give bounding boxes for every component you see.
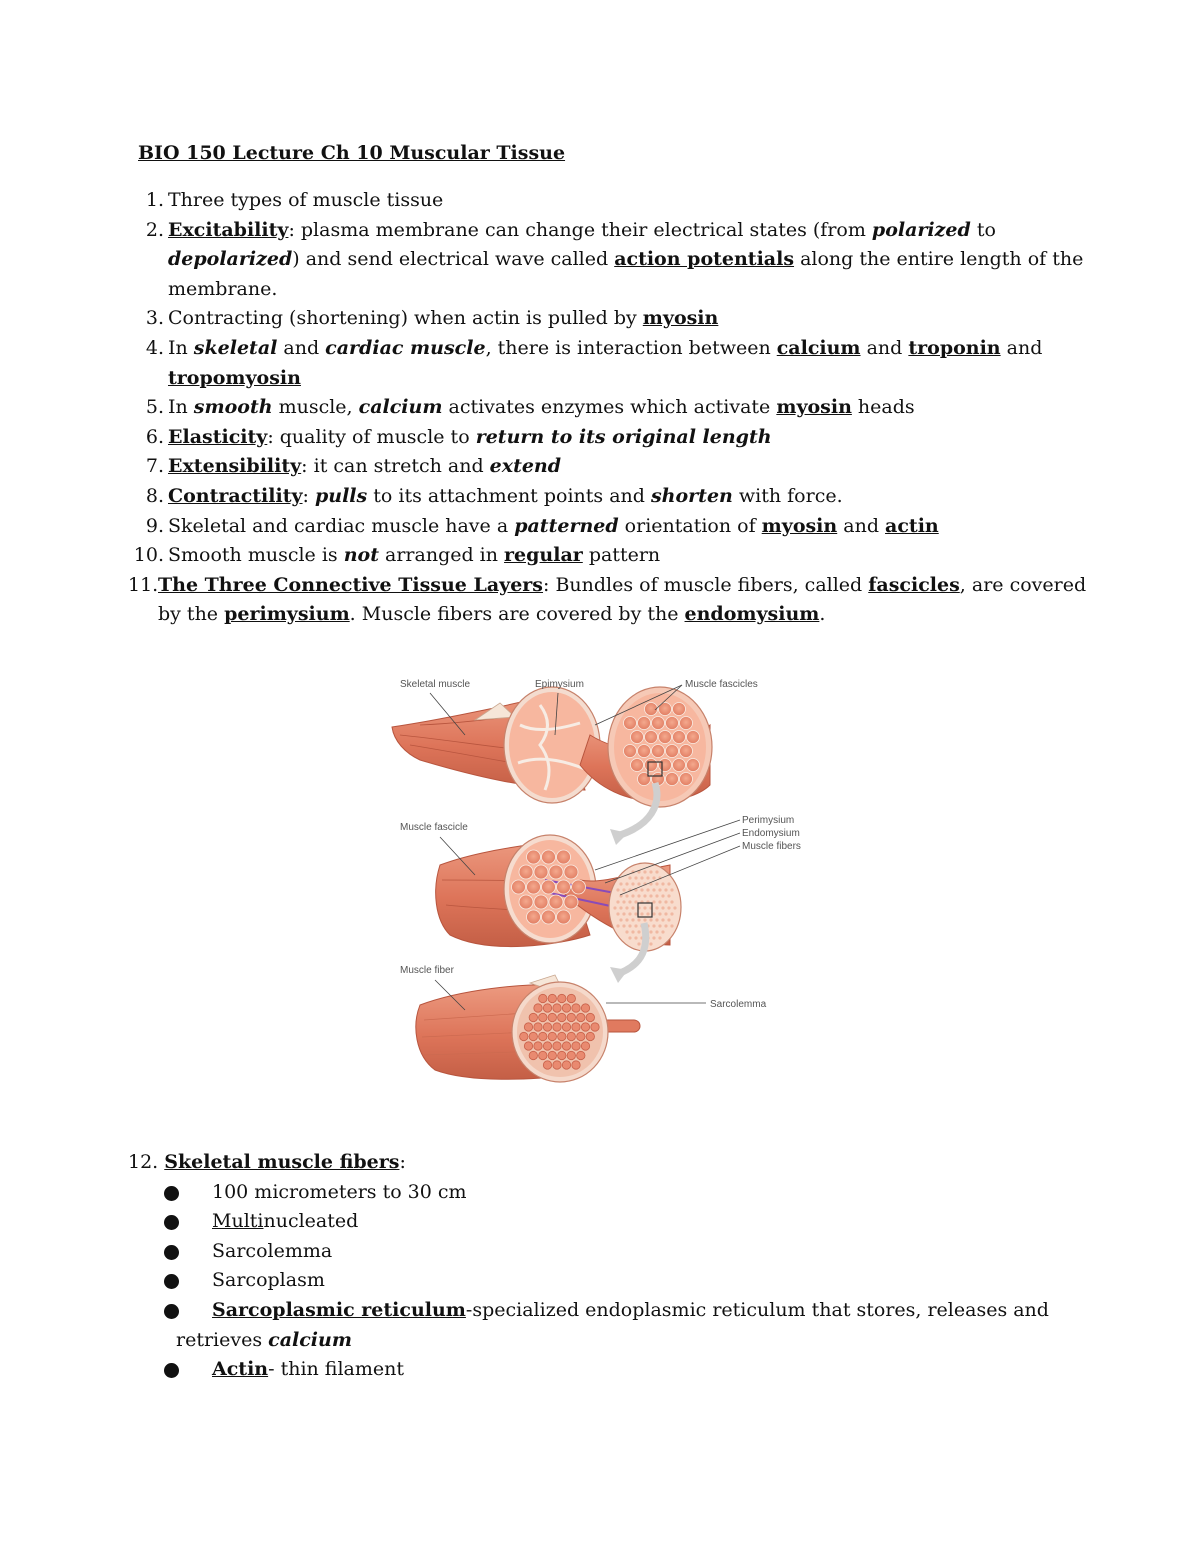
cell-mark bbox=[619, 918, 623, 922]
cell-mark bbox=[524, 1042, 532, 1050]
cell-mark bbox=[659, 731, 672, 744]
cell-mark bbox=[534, 1023, 542, 1031]
cell-mark bbox=[637, 918, 641, 922]
cell-mark bbox=[655, 870, 659, 874]
cell-mark bbox=[539, 1013, 547, 1021]
cell-mark bbox=[553, 1061, 561, 1069]
cell-mark bbox=[637, 942, 641, 946]
bullet-icon bbox=[164, 1274, 179, 1289]
cell-mark bbox=[534, 1004, 542, 1012]
label-skeletal-muscle: Skeletal muscle bbox=[400, 679, 471, 690]
cell-mark bbox=[628, 876, 632, 880]
cell-mark bbox=[548, 994, 556, 1002]
cell-mark bbox=[645, 759, 658, 772]
cell-mark bbox=[581, 1042, 589, 1050]
term: tropomyosin bbox=[168, 366, 301, 389]
cell-mark bbox=[640, 888, 644, 892]
emphasis: patterned bbox=[514, 514, 619, 537]
cell-mark bbox=[512, 880, 526, 894]
item-text: with force. bbox=[732, 484, 843, 507]
item-text: to bbox=[970, 218, 996, 241]
list-number: 9. bbox=[145, 514, 164, 537]
cell-mark bbox=[631, 906, 635, 910]
item-text: : it can stretch and bbox=[301, 455, 490, 478]
label-muscle-fascicle: Muscle fascicle bbox=[400, 822, 468, 833]
cell-mark bbox=[557, 910, 571, 924]
muscle-anatomy-figure bbox=[380, 665, 820, 1105]
emphasis: polarized bbox=[871, 218, 971, 241]
cell-mark bbox=[591, 1023, 599, 1031]
cell-mark bbox=[658, 924, 662, 928]
cell-mark bbox=[534, 1042, 542, 1050]
cell-mark bbox=[640, 876, 644, 880]
cell-mark bbox=[619, 906, 623, 910]
cell-mark bbox=[534, 895, 548, 909]
item-text: ) and send electrical wave called bbox=[292, 248, 615, 271]
cell-mark bbox=[577, 1051, 585, 1059]
cell-mark bbox=[643, 918, 647, 922]
cell-mark bbox=[519, 895, 533, 909]
section-heading bbox=[128, 1148, 1088, 1178]
item-text: Three types of muscle tissue bbox=[168, 189, 444, 211]
cell-mark bbox=[622, 900, 626, 904]
cell-mark bbox=[529, 1013, 537, 1021]
cell-mark bbox=[549, 895, 563, 909]
cell-mark bbox=[625, 906, 629, 910]
emphasis: calcium bbox=[358, 396, 443, 419]
cell-mark bbox=[634, 876, 638, 880]
term: regular bbox=[504, 544, 583, 567]
cell-mark bbox=[680, 745, 693, 758]
cell-mark bbox=[628, 900, 632, 904]
cell-mark bbox=[542, 910, 556, 924]
cell-mark bbox=[637, 882, 641, 886]
cell-mark bbox=[558, 1013, 566, 1021]
cell-mark bbox=[562, 1042, 570, 1050]
section-12 bbox=[128, 1148, 1088, 1385]
cell-mark bbox=[664, 924, 668, 928]
list-number: 12. bbox=[128, 1151, 159, 1173]
cell-mark bbox=[664, 912, 668, 916]
cell-mark bbox=[649, 930, 653, 934]
cell-mark bbox=[646, 888, 650, 892]
bullet-item bbox=[128, 1266, 1088, 1296]
cell-mark bbox=[567, 994, 575, 1002]
label-perimysium: Perimysium bbox=[742, 815, 795, 826]
list-item bbox=[100, 186, 1100, 216]
cell-mark bbox=[631, 759, 644, 772]
item-text: and bbox=[860, 336, 909, 359]
cell-mark bbox=[667, 918, 671, 922]
cell-mark bbox=[661, 918, 665, 922]
item-text: : Bundles of muscle fibers, called bbox=[543, 573, 869, 596]
cell-mark bbox=[666, 745, 679, 758]
cell-mark bbox=[659, 759, 672, 772]
cell-mark bbox=[581, 1023, 589, 1031]
item-text: -specialized endoplasmic reticulum that stores, releases and retrieves bbox=[176, 1298, 1049, 1351]
item-text: Sarcoplasm bbox=[212, 1269, 325, 1292]
cell-mark bbox=[652, 936, 656, 940]
emphasis: skeletal bbox=[193, 336, 278, 359]
cell-mark bbox=[687, 731, 700, 744]
bullet-icon bbox=[164, 1215, 179, 1230]
cell-mark bbox=[673, 731, 686, 744]
item-text: In bbox=[168, 396, 194, 419]
cell-mark bbox=[542, 880, 556, 894]
bullet-item bbox=[128, 1237, 1088, 1267]
list-item bbox=[100, 393, 1100, 423]
cell-mark bbox=[645, 731, 658, 744]
cell-mark bbox=[666, 773, 679, 786]
cell-mark bbox=[670, 888, 674, 892]
emphasis: smooth bbox=[193, 396, 273, 419]
cell-mark bbox=[667, 882, 671, 886]
term: perimysium bbox=[224, 603, 350, 626]
list-number: 8. bbox=[145, 484, 164, 507]
cell-mark bbox=[658, 912, 662, 916]
cell-mark bbox=[548, 1051, 556, 1059]
bullet-item bbox=[128, 1207, 1088, 1237]
emphasis: depolarized bbox=[168, 248, 293, 271]
cell-mark bbox=[558, 1051, 566, 1059]
cell-mark bbox=[543, 1023, 551, 1031]
cell-mark bbox=[529, 1051, 537, 1059]
cell-mark bbox=[527, 850, 541, 864]
term: Contractility bbox=[168, 484, 303, 507]
cell-mark bbox=[637, 894, 641, 898]
cell-mark bbox=[652, 876, 656, 880]
cell-mark bbox=[680, 773, 693, 786]
list-number: 3. bbox=[145, 307, 164, 330]
term: myosin bbox=[776, 396, 852, 419]
cell-mark bbox=[534, 865, 548, 879]
term: myosin bbox=[642, 307, 719, 330]
cell-mark bbox=[539, 994, 547, 1002]
term: Sarcoplasmic reticulum bbox=[212, 1298, 466, 1321]
cell-mark bbox=[558, 994, 566, 1002]
item-text: arranged in bbox=[378, 544, 505, 567]
term: action potentials bbox=[614, 248, 795, 271]
bullet-item bbox=[128, 1355, 1088, 1385]
cell-mark bbox=[622, 912, 626, 916]
cell-mark bbox=[667, 906, 671, 910]
cell-mark bbox=[524, 1023, 532, 1031]
list-item bbox=[100, 216, 1100, 305]
emphasis: shorten bbox=[650, 484, 733, 507]
list-item bbox=[100, 452, 1100, 482]
list-item bbox=[100, 571, 1100, 630]
cell-mark bbox=[664, 900, 668, 904]
cell-mark bbox=[616, 912, 620, 916]
list-number: 2. bbox=[145, 218, 164, 241]
list-item bbox=[100, 423, 1100, 453]
cell-mark bbox=[562, 1004, 570, 1012]
cell-mark bbox=[572, 1023, 580, 1031]
item-text: , are covered by the bbox=[158, 573, 1087, 626]
list-number: 10. bbox=[133, 544, 164, 567]
bullet-icon bbox=[164, 1245, 179, 1260]
cell-mark bbox=[661, 894, 665, 898]
cell-mark bbox=[543, 1004, 551, 1012]
cell-mark bbox=[572, 880, 586, 894]
cell-mark bbox=[577, 1032, 585, 1040]
cell-mark bbox=[658, 888, 662, 892]
cell-mark bbox=[548, 1032, 556, 1040]
page-title: BIO 150 Lecture Ch 10 Muscular Tissue bbox=[138, 142, 566, 164]
cell-mark bbox=[649, 942, 653, 946]
term: Actin bbox=[212, 1358, 269, 1381]
cell-mark bbox=[562, 1061, 570, 1069]
emphasis: return to its original length bbox=[475, 425, 772, 448]
list-item bbox=[100, 482, 1100, 512]
bullet-item bbox=[128, 1178, 1088, 1208]
term: fascicles bbox=[868, 573, 960, 596]
cell-mark bbox=[655, 882, 659, 886]
item-text: 100 micrometers to 30 cm bbox=[212, 1180, 467, 1203]
cell-mark bbox=[643, 870, 647, 874]
cell-mark bbox=[625, 930, 629, 934]
term: endomysium bbox=[684, 603, 820, 626]
cell-mark bbox=[670, 900, 674, 904]
term: calcium bbox=[776, 336, 861, 359]
cell-mark bbox=[670, 912, 674, 916]
cell-mark bbox=[625, 882, 629, 886]
cell-mark bbox=[631, 882, 635, 886]
cell-mark bbox=[567, 1032, 575, 1040]
cell-mark bbox=[667, 894, 671, 898]
term: The Three Connective Tissue Layers bbox=[158, 573, 544, 596]
cell-mark bbox=[624, 717, 637, 730]
cell-mark bbox=[619, 882, 623, 886]
cell-mark bbox=[658, 900, 662, 904]
cell-mark bbox=[625, 918, 629, 922]
cell-mark bbox=[646, 876, 650, 880]
emphasis: calcium bbox=[268, 1328, 352, 1351]
cell-mark bbox=[613, 906, 617, 910]
label-muscle-fiber: Muscle fiber bbox=[400, 965, 454, 976]
cell-mark bbox=[652, 745, 665, 758]
item-text: and bbox=[837, 514, 886, 537]
item-text: : bbox=[302, 484, 315, 507]
item-text: Smooth muscle is bbox=[168, 544, 344, 567]
numbered-list bbox=[100, 186, 1100, 630]
item-text: orientation of bbox=[618, 514, 762, 537]
cell-mark bbox=[553, 1023, 561, 1031]
item-text: activates enzymes which activate bbox=[442, 396, 777, 419]
cell-mark bbox=[661, 882, 665, 886]
list-number: 11. bbox=[128, 573, 159, 596]
cell-mark bbox=[634, 924, 638, 928]
label-epimysium: Epimysium bbox=[535, 679, 584, 690]
cell-mark bbox=[519, 865, 533, 879]
cell-mark bbox=[655, 894, 659, 898]
item-text: . bbox=[819, 603, 826, 626]
list-item bbox=[100, 334, 1100, 393]
cell-mark bbox=[564, 895, 578, 909]
cell-mark bbox=[539, 1051, 547, 1059]
term: actin bbox=[885, 514, 939, 537]
cell-mark bbox=[655, 918, 659, 922]
cell-mark bbox=[572, 1004, 580, 1012]
item-text: along the entire length of the membrane. bbox=[168, 248, 1084, 300]
cell-mark bbox=[622, 888, 626, 892]
item-text: to its attachment points and bbox=[367, 484, 651, 507]
cell-mark bbox=[637, 930, 641, 934]
cell-mark bbox=[673, 906, 677, 910]
cell-mark bbox=[562, 1023, 570, 1031]
list-number: 6. bbox=[145, 425, 164, 448]
cell-mark bbox=[616, 888, 620, 892]
term: troponin bbox=[908, 336, 1001, 359]
list-number: 1. bbox=[145, 189, 164, 211]
cell-mark bbox=[631, 918, 635, 922]
label-muscle-fibers: Muscle fibers bbox=[742, 841, 801, 852]
cell-mark bbox=[673, 759, 686, 772]
item-text: Contracting (shortening) when actin is pulled by bbox=[168, 307, 643, 330]
cell-mark bbox=[567, 1051, 575, 1059]
cell-mark bbox=[553, 1042, 561, 1050]
cell-mark bbox=[548, 1013, 556, 1021]
term: myosin bbox=[761, 514, 838, 537]
cell-mark bbox=[539, 1032, 547, 1040]
cell-mark bbox=[631, 930, 635, 934]
leader-line bbox=[595, 820, 740, 870]
cell-mark bbox=[553, 1004, 561, 1012]
cell-mark bbox=[558, 1032, 566, 1040]
cell-mark bbox=[628, 936, 632, 940]
cell-mark bbox=[649, 894, 653, 898]
cell-mark bbox=[577, 1013, 585, 1021]
term: Multi bbox=[212, 1210, 264, 1233]
cell-mark bbox=[616, 924, 620, 928]
cell-mark bbox=[543, 1042, 551, 1050]
cell-mark bbox=[680, 717, 693, 730]
cell-mark bbox=[628, 912, 632, 916]
item-text: In bbox=[168, 336, 194, 359]
cell-mark bbox=[628, 924, 632, 928]
cell-mark bbox=[557, 880, 571, 894]
cell-mark bbox=[664, 888, 668, 892]
item-text: , there is interaction between bbox=[485, 336, 777, 359]
list-number: 7. bbox=[145, 455, 164, 478]
cell-mark bbox=[572, 1042, 580, 1050]
cell-mark bbox=[581, 1004, 589, 1012]
cell-mark bbox=[673, 703, 686, 716]
item-text: : plasma membrane can change their electrical states (from bbox=[288, 218, 872, 241]
list-item bbox=[100, 512, 1100, 542]
item-text: - thin filament bbox=[268, 1358, 405, 1381]
cell-mark bbox=[687, 759, 700, 772]
cell-mark bbox=[624, 745, 637, 758]
item-text: and bbox=[277, 336, 326, 359]
cell-mark bbox=[529, 1032, 537, 1040]
cell-mark bbox=[655, 930, 659, 934]
cell-mark bbox=[652, 888, 656, 892]
term: Excitability bbox=[168, 218, 289, 241]
cell-mark bbox=[625, 894, 629, 898]
bullet-icon bbox=[164, 1363, 179, 1378]
term: Extensibility bbox=[168, 455, 302, 478]
cell-mark bbox=[655, 906, 659, 910]
bullet-icon bbox=[164, 1304, 179, 1319]
cell-mark bbox=[527, 910, 541, 924]
cell-mark bbox=[649, 918, 653, 922]
cell-mark bbox=[661, 906, 665, 910]
cell-mark bbox=[567, 1013, 575, 1021]
bullet-icon bbox=[164, 1186, 179, 1201]
label-muscle-fascicles: Muscle fascicles bbox=[685, 679, 758, 690]
cell-mark bbox=[661, 930, 665, 934]
label-sarcolemma: Sarcolemma bbox=[710, 999, 767, 1010]
cell-mark bbox=[638, 745, 651, 758]
bullet-item bbox=[128, 1296, 1088, 1355]
list-item bbox=[100, 304, 1100, 334]
cell-mark bbox=[670, 924, 674, 928]
item-text: and bbox=[1000, 336, 1043, 359]
cell-mark bbox=[646, 912, 650, 916]
cell-mark bbox=[549, 865, 563, 879]
term: Skeletal muscle fibers bbox=[164, 1151, 400, 1173]
item-text: heads bbox=[851, 396, 915, 419]
item-text: : quality of muscle to bbox=[267, 425, 476, 448]
cell-mark bbox=[666, 717, 679, 730]
cell-mark bbox=[634, 936, 638, 940]
muscle-anatomy-illustration bbox=[380, 665, 820, 1105]
cell-mark bbox=[586, 1013, 594, 1021]
cell-mark bbox=[520, 1032, 528, 1040]
cell-mark bbox=[643, 894, 647, 898]
cell-mark bbox=[622, 924, 626, 928]
cell-mark bbox=[572, 1061, 580, 1069]
cell-mark bbox=[543, 1061, 551, 1069]
item-text: : bbox=[399, 1151, 406, 1173]
emphasis: not bbox=[343, 544, 379, 567]
emphasis: pulls bbox=[314, 484, 368, 507]
item-text: pattern bbox=[582, 544, 661, 567]
cell-mark bbox=[616, 900, 620, 904]
cell-mark bbox=[586, 1032, 594, 1040]
cell-mark bbox=[557, 850, 571, 864]
cell-mark bbox=[640, 912, 644, 916]
item-text: nucleated bbox=[263, 1210, 359, 1233]
leader-line bbox=[605, 833, 740, 883]
term: Elasticity bbox=[168, 425, 268, 448]
cell-mark bbox=[658, 936, 662, 940]
item-text: . Muscle fibers are covered by the bbox=[349, 603, 685, 626]
item-text: muscle, bbox=[272, 396, 359, 419]
cell-mark bbox=[649, 870, 653, 874]
list-number: 4. bbox=[145, 336, 164, 359]
label-endomysium: Endomysium bbox=[742, 828, 800, 839]
list-item bbox=[100, 541, 1100, 571]
item-text: Skeletal and cardiac muscle have a bbox=[168, 514, 515, 537]
cell-mark bbox=[631, 731, 644, 744]
cell-mark bbox=[643, 906, 647, 910]
cell-mark bbox=[652, 924, 656, 928]
cell-mark bbox=[631, 894, 635, 898]
cell-mark bbox=[542, 850, 556, 864]
cell-mark bbox=[527, 880, 541, 894]
emphasis: extend bbox=[489, 455, 562, 478]
emphasis: cardiac muscle bbox=[325, 336, 486, 359]
cell-mark bbox=[638, 717, 651, 730]
item-text: Sarcolemma bbox=[212, 1239, 333, 1262]
cell-mark bbox=[652, 717, 665, 730]
cell-mark bbox=[564, 865, 578, 879]
list-number: 5. bbox=[145, 396, 164, 419]
